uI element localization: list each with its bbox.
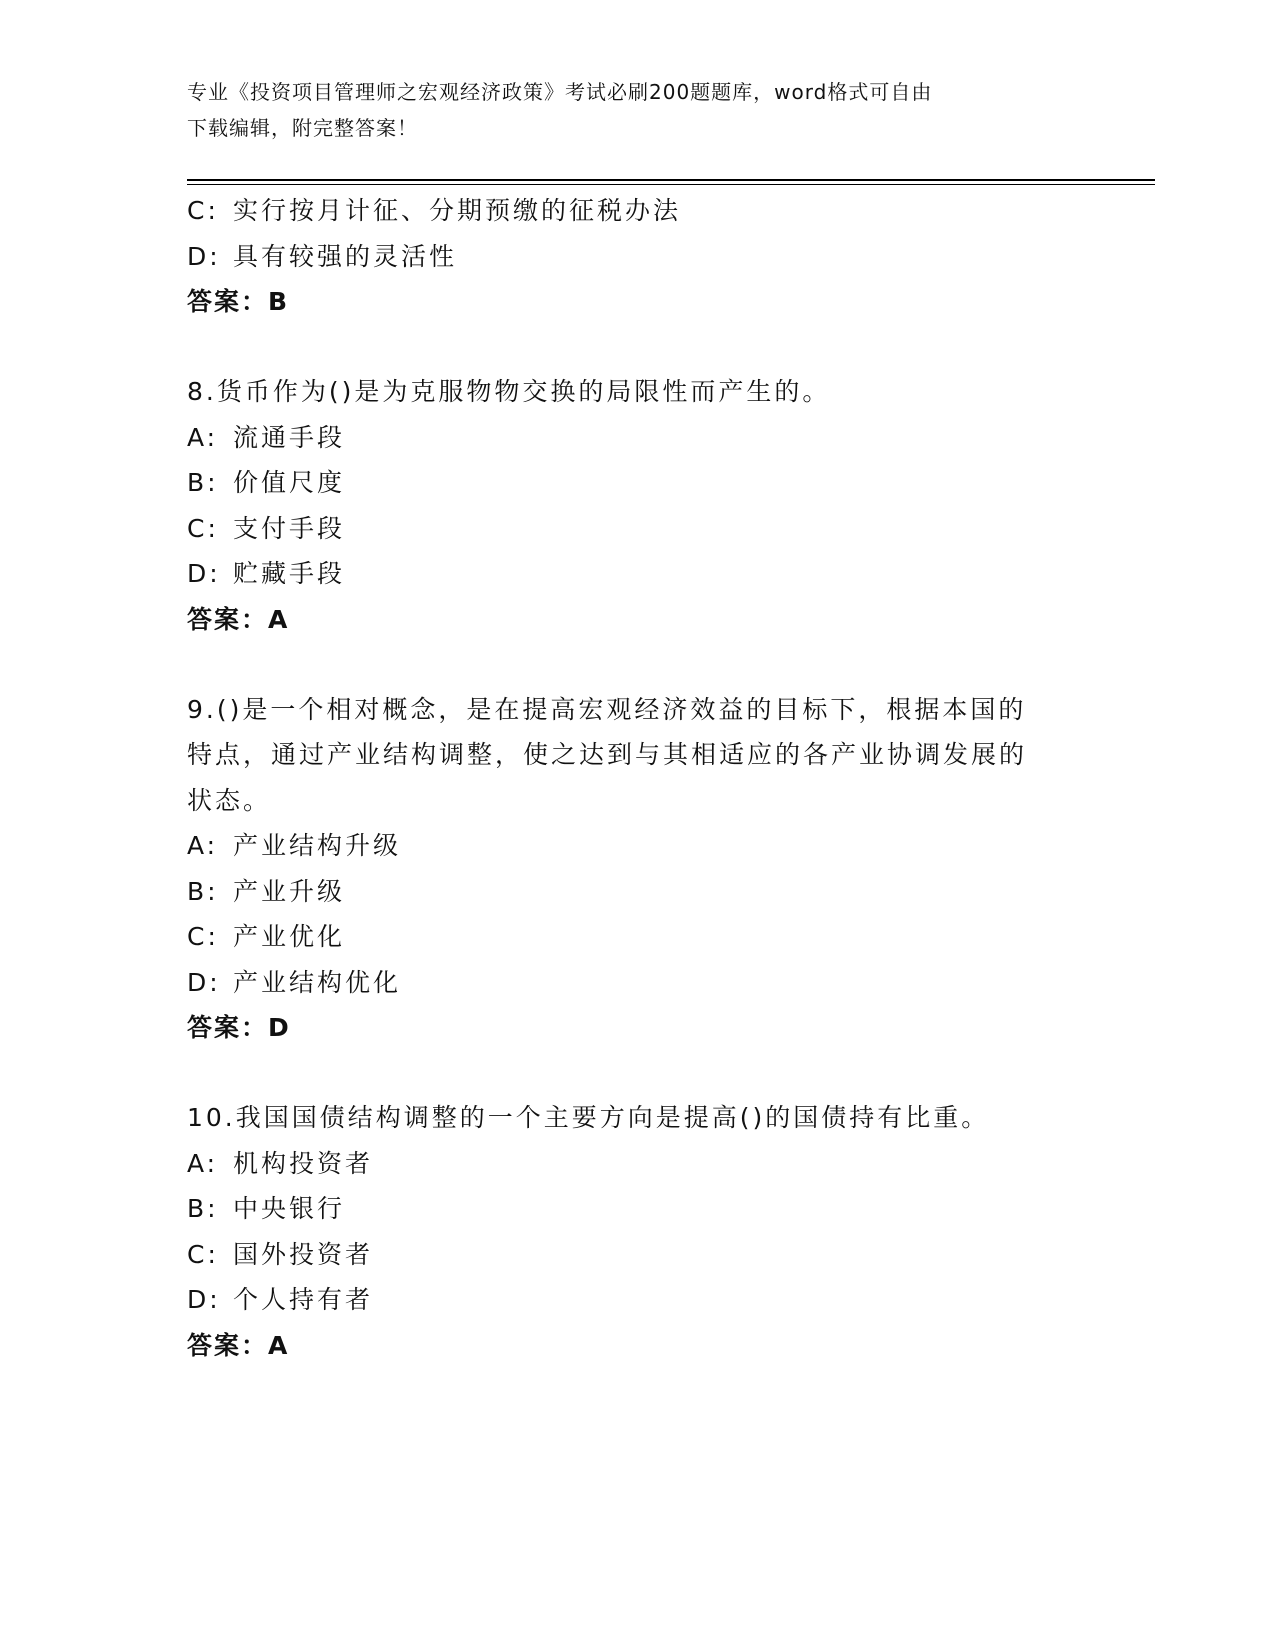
option-letter: A: bbox=[187, 422, 219, 452]
option-letter: D: bbox=[187, 1285, 221, 1314]
question-list bbox=[187, 188, 1067, 1369]
option-text: 具有较强的灵活性 bbox=[233, 241, 458, 271]
question-7-tail bbox=[187, 188, 1067, 325]
option-letter: D: bbox=[187, 241, 221, 271]
question-9 bbox=[187, 687, 1067, 1052]
option-c bbox=[187, 1232, 1067, 1278]
option-letter: D: bbox=[187, 559, 221, 588]
option-letter: B: bbox=[187, 876, 219, 906]
header-line-2: 下载编辑，附完整答案！ bbox=[187, 116, 418, 140]
header-divider-thin bbox=[187, 184, 1155, 185]
question-stem: 10.我国国债结构调整的一个主要方向是提高()的国债持有比重。 bbox=[187, 1103, 990, 1132]
option-b bbox=[187, 869, 1067, 915]
question-stem-line-2: 特点，通过产业结构调整，使之达到与其相适应的各产业协调发展的 bbox=[187, 740, 1028, 769]
option-letter: C: bbox=[187, 1239, 219, 1269]
answer-line: 答案：A bbox=[187, 604, 290, 634]
option-text: 个人持有者 bbox=[233, 1285, 374, 1314]
option-letter: C: bbox=[187, 922, 219, 951]
option-d bbox=[187, 1277, 1067, 1323]
question-stem-line-3: 状态。 bbox=[187, 785, 272, 815]
option-a bbox=[187, 823, 1067, 869]
option-letter: D: bbox=[187, 967, 221, 997]
question-stem: 8.货币作为()是为克服物物交换的局限性而产生的。 bbox=[187, 377, 831, 406]
option-text: 实行按月计征、分期预缴的征税办法 bbox=[233, 196, 682, 225]
option-text: 机构投资者 bbox=[233, 1148, 374, 1178]
option-text: 国外投资者 bbox=[233, 1239, 374, 1269]
option-letter: B: bbox=[187, 1194, 219, 1223]
option-text: 产业结构优化 bbox=[233, 967, 402, 997]
spacer bbox=[187, 643, 1067, 687]
option-d bbox=[187, 960, 1067, 1006]
option-letter: C: bbox=[187, 196, 219, 225]
option-c bbox=[187, 914, 1067, 960]
answer-line: 答案：D bbox=[187, 1013, 291, 1042]
option-letter: B: bbox=[187, 468, 219, 497]
answer-line: 答案：A bbox=[187, 1330, 290, 1360]
option-a bbox=[187, 1141, 1067, 1187]
option-a bbox=[187, 415, 1067, 461]
option-b bbox=[187, 460, 1067, 506]
answer-line: 答案：B bbox=[187, 287, 290, 316]
option-text: 价值尺度 bbox=[233, 468, 346, 497]
option-letter: A: bbox=[187, 1148, 219, 1178]
question-10 bbox=[187, 1095, 1067, 1369]
option-d bbox=[187, 551, 1067, 597]
option-c bbox=[187, 506, 1067, 552]
header-line-1: 专业《投资项目管理师之宏观经济政策》考试必刷200题题库，word格式可自由 bbox=[187, 80, 933, 104]
option-text: 产业结构升级 bbox=[233, 831, 402, 860]
question-8 bbox=[187, 369, 1067, 643]
spacer bbox=[187, 325, 1067, 369]
option-text: 中央银行 bbox=[233, 1194, 346, 1223]
option-text: 贮藏手段 bbox=[233, 559, 346, 588]
question-stem-line-1: 9.()是一个相对概念，是在提高宏观经济效益的目标下，根据本国的 bbox=[187, 694, 1027, 724]
spacer bbox=[187, 1051, 1067, 1095]
option-text: 产业优化 bbox=[233, 922, 346, 951]
option-letter: A: bbox=[187, 831, 219, 860]
option-text: 流通手段 bbox=[233, 422, 346, 452]
document-header bbox=[187, 74, 1087, 146]
option-b bbox=[187, 1186, 1067, 1232]
header-divider-thick bbox=[187, 179, 1155, 181]
option-text: 支付手段 bbox=[233, 513, 346, 543]
option-text: 产业升级 bbox=[233, 876, 346, 906]
option-d bbox=[187, 234, 1067, 280]
option-c bbox=[187, 188, 1067, 234]
option-letter: C: bbox=[187, 513, 219, 543]
